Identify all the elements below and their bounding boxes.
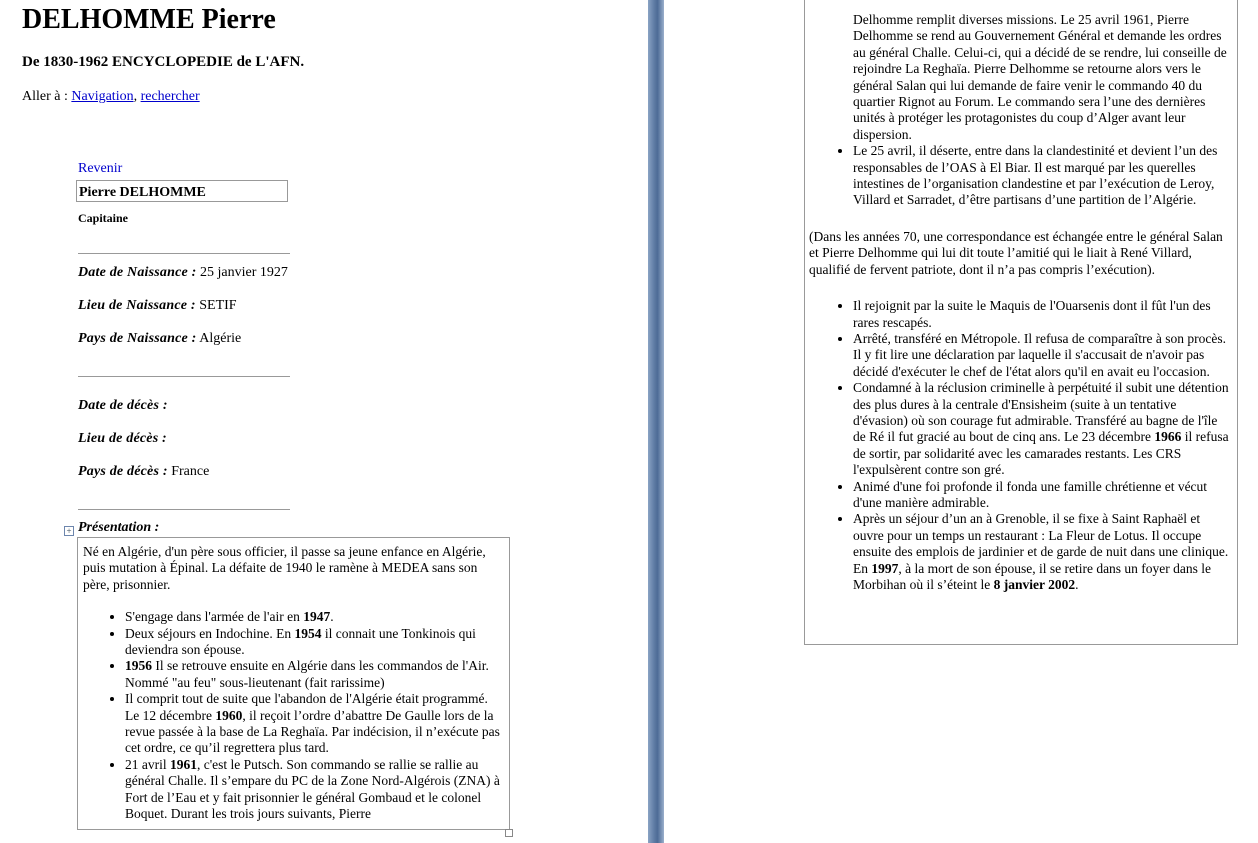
birth-date-value: 25 janvier 1927 [200,265,288,280]
list-item: • Il rejoignit par la suite le Maquis de l'Ouarsenis dont il fût l'un des rares rescapés. [853,298,1229,331]
back-link[interactable]: Revenir [78,161,123,176]
name-field: Pierre DELHOMME [76,180,288,202]
presentation-label: Présentation : [78,520,160,535]
birth-country-field [78,331,241,347]
page-title: DELHOMME Pierre [22,4,276,35]
list-item: • 1956 Il se retrouve ensuite en Algérie dans les commandos de l'Air. Nommé "au feu" sous-lieutenant (fait rarissime) [125,658,503,691]
resize-handle-icon[interactable] [505,829,513,837]
list-item: • Animé d'une foi profonde il fonda une famille chrétienne et vécut d'une manière admirable. [853,479,1229,512]
birth-place-value: SETIF [199,298,237,313]
death-date-field [78,398,168,414]
jump-links [22,89,200,105]
rank-label: Capitaine [78,211,129,225]
birth-place-field [78,298,237,314]
list-item: • Condamné à la réclusion criminelle à perpétuité il subit une détention des plus dures à la centrale d'Ensisheim (suite à un tentative d'évasion) où son courage fut admirable. Transféré au bagne de l'île de Ré il fut gracié au bout de cinq ans. Le 23 décembre 1966 il refusa de sortir, par solidarité avec les camarades restants. Les CRS l'expulsèrent contre son gré. [853,380,1229,478]
death-country-field [78,464,209,480]
birth-country-value: Algérie [199,331,242,346]
birth-place-label: Lieu de Naissance : [78,298,196,313]
death-place-label: Lieu de décès : [78,431,167,446]
search-link[interactable]: rechercher [140,89,200,104]
death-country-value: France [171,464,210,479]
right-page [664,0,1258,843]
list-item: • Après un séjour d’un an à Grenoble, il se fixe à Saint Raphaël et ouvre pour un temps un restaurant : La Fleur de Lotus. Il occupe ensuite des emplois de jardinier et de garde de nuit dans une clinique. En 1997, à la mort de son épouse, il se retire dans un foyer dans le Morbihan où il s’éteint le 8 janvier 2002. [853,511,1229,593]
presentation-list [83,609,503,822]
death-place-field [78,431,167,447]
continuation-list [809,143,1229,209]
presentation-intro: Né en Algérie, d'un père sous officier, il passe sa jeune enfance en Algérie, puis mutation à Épinal. La défaite de 1940 le ramène à MEDEA sans son père, prisonnier. [83,544,486,592]
jump-separator: , [133,89,141,104]
jump-prefix: Aller à : [22,89,72,104]
birth-country-label: Pays de Naissance : [78,331,197,346]
presentation-continuation-box[interactable] [804,0,1238,645]
table-move-handle-icon[interactable]: + [64,526,74,536]
divider-line [78,376,290,377]
divider-line [78,509,290,510]
list-item: • Le 25 avril, il déserte, entre dans la clandestinité et devient l’un des responsables de l’OAS à El Biar. Il est marqué par les querelles intestines de l’organisation clandestine et par l’exécution de Leroy, Villard et Sarradet, d’être partisans d’une partition de l’Algérie. [853,143,1229,209]
later-life-list [809,298,1229,593]
list-item: • Arrêté, transféré en Métropole. Il refusa de comparaître à son procès. Il y fit lire une déclaration par laquelle il s'accusait de n'avoir pas décidé d'exécuter le chef de l'état alors qu'il en avait eu l'occasion. [853,331,1229,380]
divider-line [78,253,290,254]
continuation-text: Delhomme remplit diverses missions. Le 25 avril 1961, Pierre Delhomme se rend au Gouvernement Général et demande les ordres au général Challe. Celui-ci, qui a décidé de se rendre, lui conseille de rejoindre La Reghaïa. Pierre Delhomme se retourne alors vers le général Salan qui lui demande de faire venir le commando 40 du quartier Rignot au Forum. Le commando sera l’une des dernières unités à protéger les protagonistes du coup d’Alger avant leur dispersion. [853,12,1227,142]
navigation-link[interactable]: Navigation [71,89,134,104]
birth-date-label: Date de Naissance : [78,265,197,280]
death-country-label: Pays de décès : [78,464,168,479]
list-item: • Il comprit tout de suite que l'abandon de l'Algérie était programmé. Le 12 décembre 1960, il reçoit l’ordre d’abattre De Gaulle lors de la revue passée à la base de La Reghaïa. Par indécision, il n’exécute pas cet ordre, ce qu’il regrettera plus tard. [125,691,503,757]
correspondence-paragraph: (Dans les années 70, une correspondance est échangée entre le général Salan et Pierre Delhomme qui lui dit toute l’amitié qui le liait à René Villard, qualifié de fervent patriote, dont il n’a pas compris l’exécution). [809,228,1223,277]
list-item: • Deux séjours en Indochine. En 1954 il connait une Tonkinois qui deviendra son épouse. [125,626,503,659]
death-date-label: Date de décès : [78,398,168,413]
list-item: • 21 avril 1961, c'est le Putsch. Son commando se rallie se rallie au général Challe. Il s’empare du PC de la Zone Nord-Algérois (ZNA) à Fort de l’Eau et y fait prisonnier le général Gombaud et le colonel Boquet. Durant les trois jours suivants, Pierre [125,757,503,823]
birth-date-field [78,265,288,281]
page-subtitle: De 1830-1962 ENCYCLOPEDIE de L'AFN. [22,54,305,70]
list-item: • S'engage dans l'armée de l'air en 1947. [125,609,503,625]
page-divider [648,0,664,843]
presentation-box[interactable] [77,537,510,830]
